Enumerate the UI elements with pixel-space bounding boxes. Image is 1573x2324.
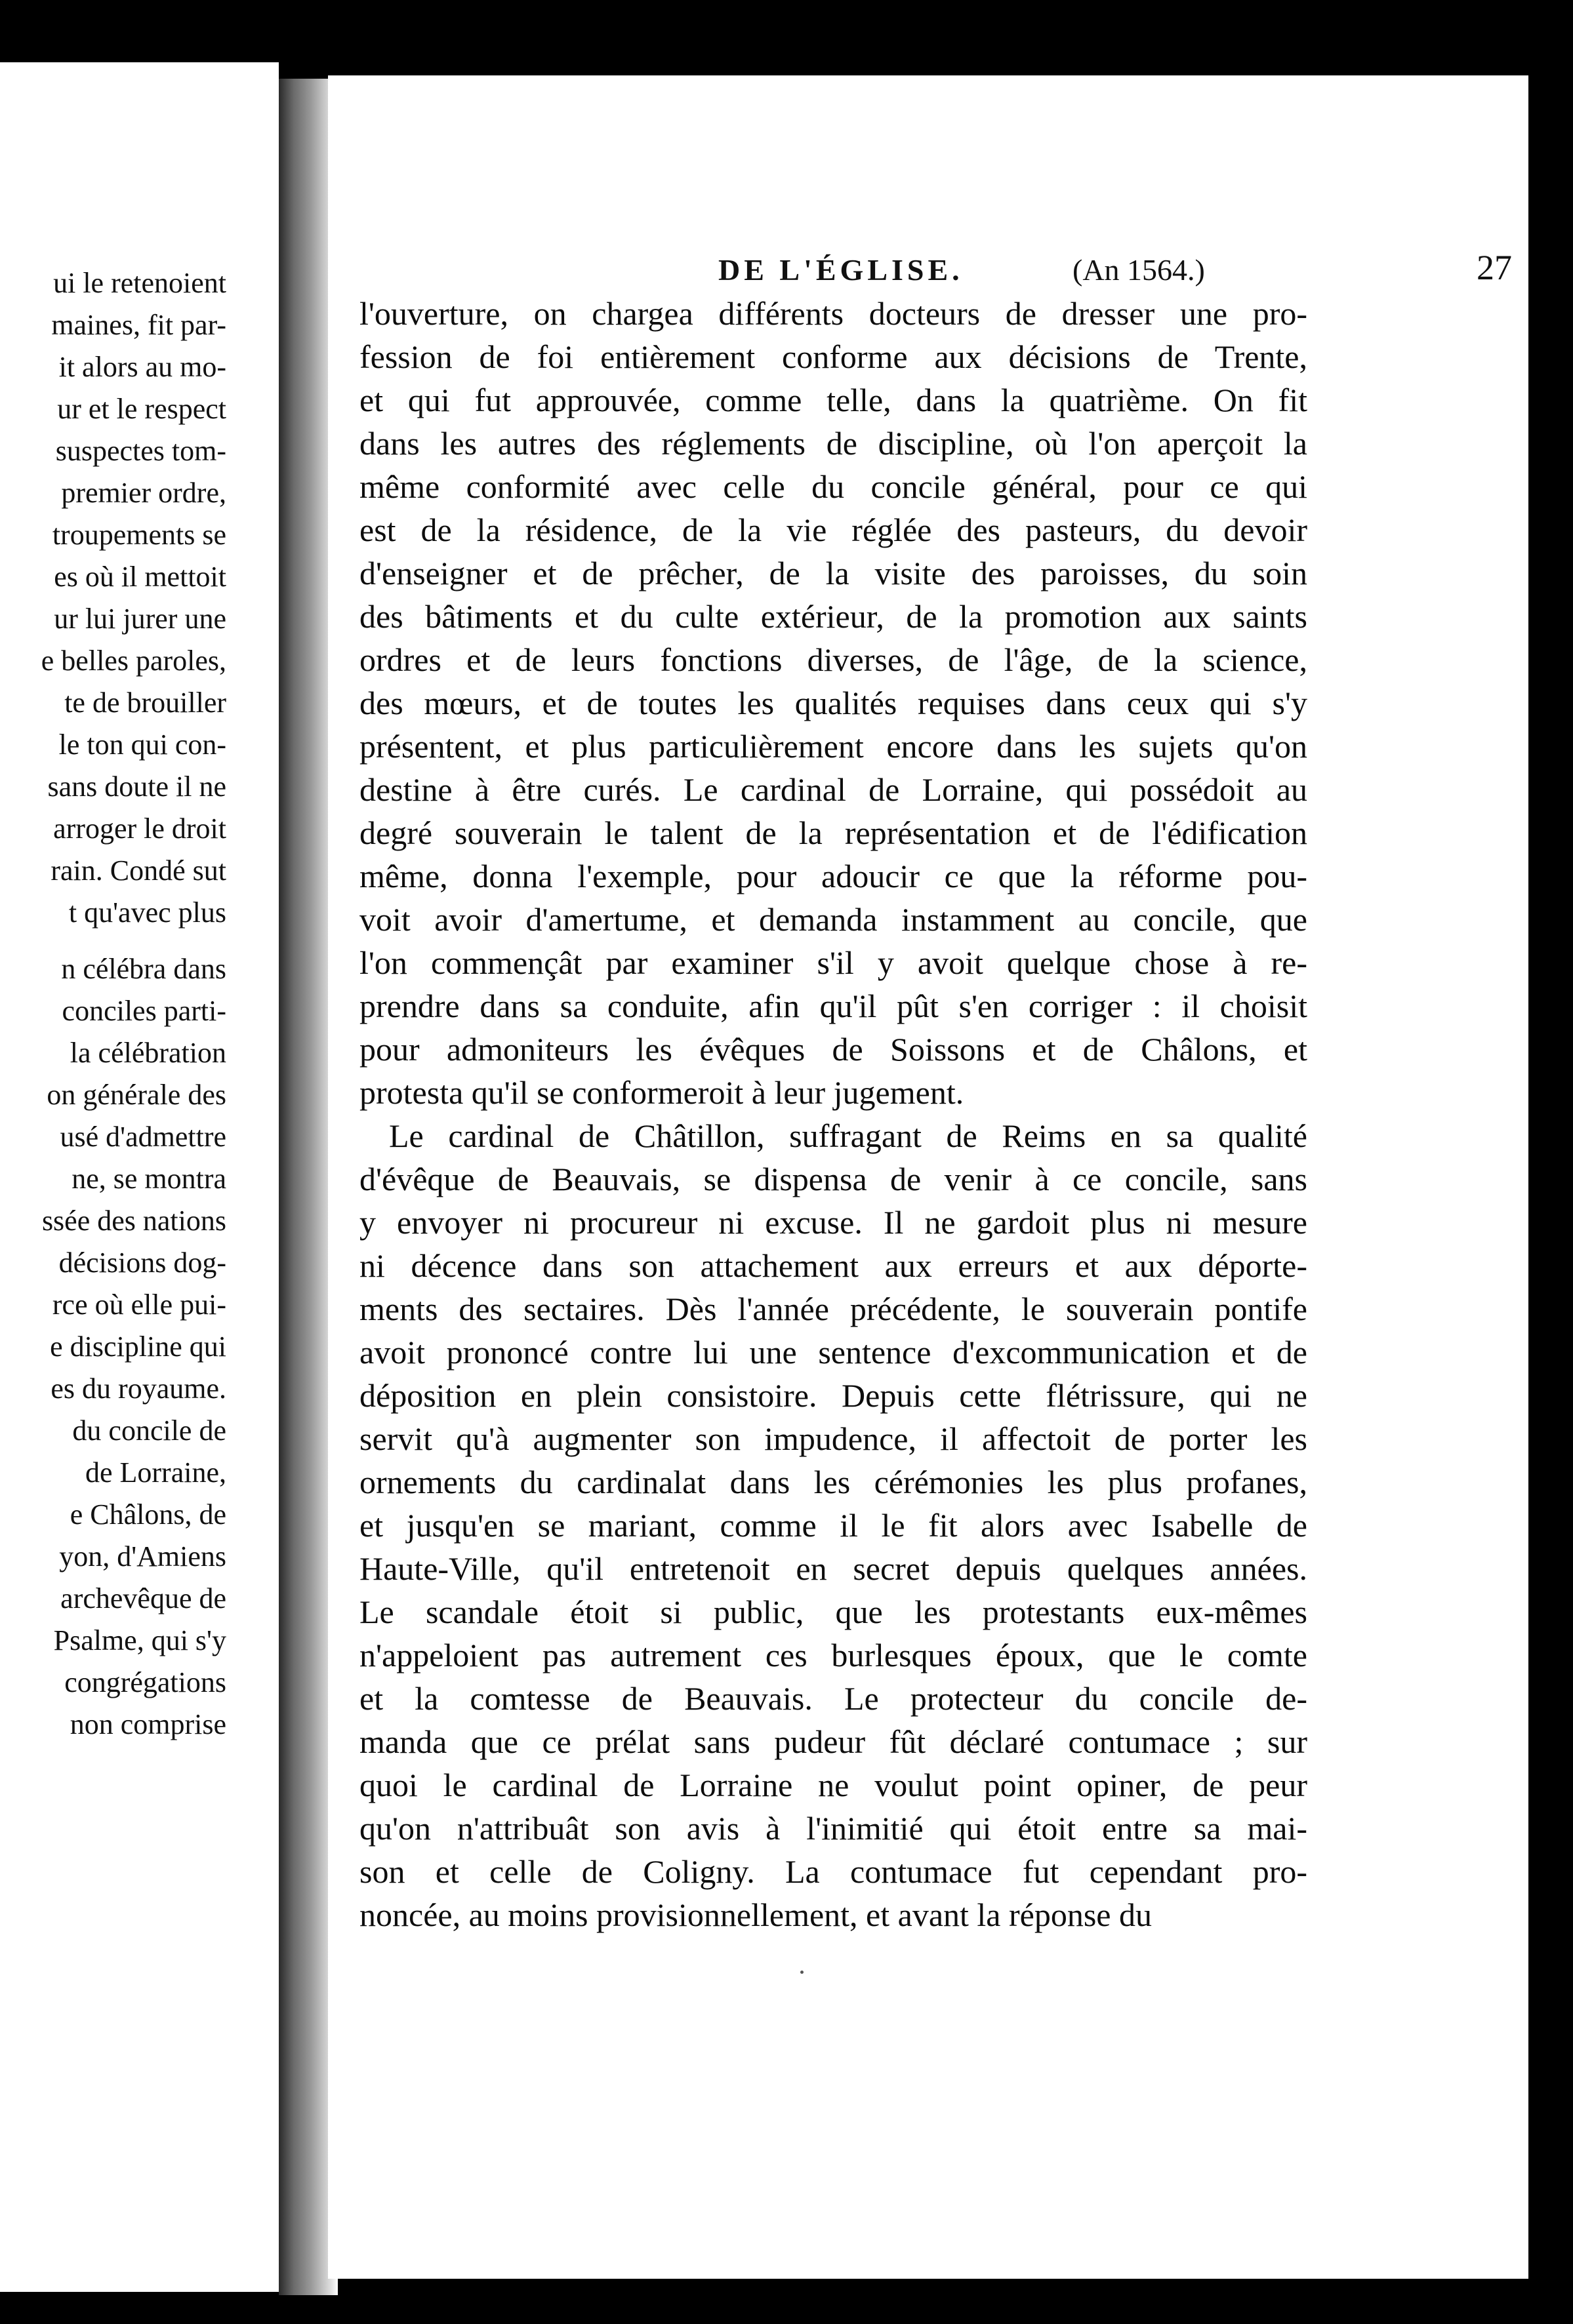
text-line: qu'on n'attribuât son avis à l'inimitié qui étoit entre sa mai- [359,1810,1307,1847]
previous-page-line: Psalme, qui s'y [53,1624,226,1656]
previous-page-line: ur et le respect [57,393,226,425]
text-line: ornements du cardinalat dans les cérémonies les plus profanes, [359,1464,1307,1500]
ink-speck [800,1971,804,1974]
text-line: présentent, et plus particulièrement encore dans les sujets qu'on [359,728,1307,765]
page-body [359,292,1307,1936]
previous-page-line: e belles paroles, [41,645,226,677]
text-line: destine à être curés. Le cardinal de Lorraine, qui possédoit au [359,771,1307,808]
previous-page-line: archevêque de [60,1582,226,1614]
text-line: des bâtiments et du culte extérieur, de la promotion aux saints [359,598,1307,635]
previous-page-line: on générale des [47,1079,226,1111]
previous-page-text [0,262,226,1746]
text-line: ments des sectaires. Dès l'année précédente, le souverain pontife [359,1291,1307,1327]
previous-page-line: maines, fit par- [51,309,226,341]
text-line: son et celle de Coligny. La contumace fut cependant pro- [359,1853,1307,1890]
text-line: degré souverain le talent de la représentation et de l'édification [359,814,1307,851]
text-line: dans les autres des réglements de discipline, où l'on aperçoit la [359,425,1307,462]
previous-page-line: e discipline qui [50,1331,226,1363]
previous-page-line: premier ordre, [61,477,226,509]
text-line: est de la résidence, de la vie réglée des pasteurs, du devoir [359,511,1307,548]
previous-page-line: la célébration [70,1037,226,1069]
text-line: l'on commençât par examiner s'il y avoit quelque chose à re- [359,944,1307,981]
page-number: 27 [1477,248,1512,287]
text-line: Haute-Ville, qu'il entretenoit en secret depuis quelques années. [359,1550,1307,1587]
text-line: servit qu'à augmenter son impudence, il affectoit de porter les [359,1420,1307,1457]
text-line: d'évêque de Beauvais, se dispensa de venir à ce concile, sans [359,1161,1307,1197]
text-line: prendre dans sa conduite, afin qu'il pût s'en corriger : il choisit [359,988,1307,1024]
text-line: avoit prononcé contre lui une sentence d'excommunication et de [359,1334,1307,1371]
previous-page-line: du concile de [72,1414,226,1447]
previous-page-line: arroger le droit [53,812,226,845]
text-line: l'ouverture, on chargea différents docteurs de dresser une pro- [359,295,1307,332]
previous-page-line: de Lorraine, [85,1456,226,1489]
previous-page-line: ur lui jurer une [54,603,226,635]
previous-page-line: te de brouiller [64,687,226,719]
text-line: et jusqu'en se mariant, comme il le fit alors avec Isabelle de [359,1507,1307,1544]
previous-page-line: ne, se montra [72,1163,226,1195]
previous-page-line: rce où elle pui- [52,1289,226,1321]
text-line: fession de foi entièrement conforme aux décisions de Trente, [359,338,1307,375]
previous-page-line: e Châlons, de [70,1498,226,1531]
text-line: d'enseigner et de prêcher, de la visite des paroisses, du soin [359,555,1307,591]
paragraph-2 [359,1114,1307,1936]
previous-page-line: ui le retenoient [53,267,226,299]
previous-page-line: décisions dog- [58,1247,226,1279]
running-head-year: (An 1564.) [1072,253,1205,287]
text-line: Le cardinal de Châtillon, suffragant de Reims en sa qualité [389,1117,1307,1154]
text-line: protesta qu'il se conformeroit à leur jugement. [359,1074,964,1111]
previous-page-line: yon, d'Amiens [59,1540,226,1573]
paragraph-gap [0,934,226,948]
text-line: n'appeloient pas autrement ces burlesques époux, que le comte [359,1637,1307,1673]
text-line: même conformité avec celle du concile général, pour ce qui [359,468,1307,505]
previous-page-line: suspectes tom- [55,435,226,467]
previous-page-line: conciles parti- [62,995,226,1027]
previous-page-line: es où il mettoit [54,561,226,593]
previous-page-line: n célébra dans [61,953,226,985]
previous-page [0,62,279,2292]
running-head-title: DE L'ÉGLISE. [718,253,964,287]
text-line: noncée, au moins provisionnellement, et avant la réponse du [359,1896,1152,1933]
previous-page-line: ssée des nations [41,1205,226,1237]
text-line: et la comtesse de Beauvais. Le protecteur du concile de- [359,1680,1307,1717]
text-line: quoi le cardinal de Lorraine ne voulut point opiner, de peur [359,1767,1307,1803]
text-line: ordres et de leurs fonctions diverses, de l'âge, de la science, [359,641,1307,678]
text-line: même, donna l'exemple, pour adoucir ce que la réforme pou- [359,858,1307,894]
previous-page-line: rain. Condé sut [51,854,226,887]
current-page [328,75,1528,2279]
text-line: y envoyer ni procureur ni excuse. Il ne gardoit plus ni mesure [359,1204,1307,1241]
paragraph-1 [359,292,1307,1114]
text-line: voit avoir d'amertume, et demanda instamment au concile, que [359,901,1307,938]
previous-page-line: non comprise [70,1708,226,1740]
text-line: ni décence dans son attachement aux erreurs et aux déporte- [359,1247,1307,1284]
previous-page-line: es du royaume. [51,1372,226,1405]
text-line: manda que ce prélat sans pudeur fût déclaré contumace ; sur [359,1723,1307,1760]
previous-page-line: troupements se [52,519,226,551]
text-line: et qui fut approuvée, comme telle, dans la quatrième. On fit [359,382,1307,418]
previous-page-line: sans doute il ne [47,771,226,803]
text-line: pour admoniteurs les évêques de Soissons et de Châlons, et [359,1031,1307,1068]
previous-page-line: congrégations [64,1666,226,1698]
previous-page-line: it alors au mo- [58,351,226,383]
previous-page-line: t qu'avec plus [68,896,226,929]
text-line: des mœurs, et de toutes les qualités requises dans ceux qui s'y [359,685,1307,721]
previous-page-line: le ton qui con- [58,729,226,761]
text-line: Le scandale étoit si public, que les protestants eux-mêmes [359,1593,1307,1630]
text-line: déposition en plein consistoire. Depuis cette flétrissure, qui ne [359,1377,1307,1414]
previous-page-line: usé d'admettre [60,1121,226,1153]
